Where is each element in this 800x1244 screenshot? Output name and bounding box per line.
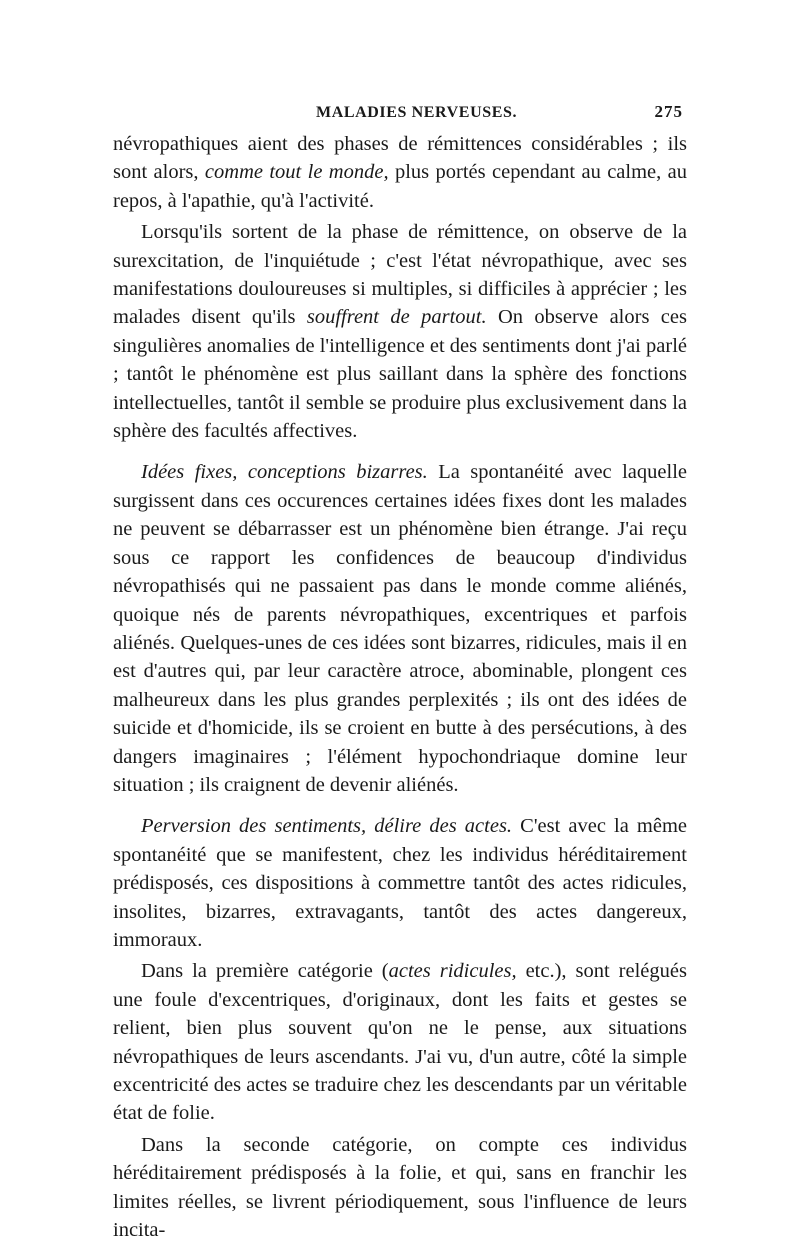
text-run: Lorsqu'ils sortent de la phase de rémittence, on observe de la surexcitation, de l'inquiétude ; c'est l'état névropathique, avec ses manifestations douloureuses si multiples, si difficiles à apprécier ; les malades disent qu'ils [113,221,687,329]
text-run: plus portés cependant au calme, au repos, à l'apathie, qu'à l'activité. [113,161,688,212]
paragraph [113,1131,687,1244]
text-run: On observe alors ces singulières anomalies de l'intelligence et des sentiments dont j'ai parlé ; tantôt le phénomène est plus saillant dans la sphère des fonctions intellectuelles, tantôt il semble se produire plus exclusivement dans la sphère des facultés affectives. [113,306,687,443]
paragraph [113,812,687,954]
italic-run: Idées fixes, conceptions bizarres. [141,461,428,484]
italic-run: comme tout le monde, [204,161,389,184]
running-head [113,92,687,130]
text-run: La spontanéité avec laquelle surgissent dans ces occurences certaines idées fixes dont les malades ne peuvent se débarrasser est un phénomène bien étrange. J'ai reçu sous ce rapport les confidences de beaucoup d'individus névropathisés qui ne passaient pas dans le monde comme aliénés, quoique nés de parents névropathiques, excentriques et parfois aliénés. Quelques-unes de ces idées sont bizarres, ridicules, mais il en est d'autres qui, par leur caractère atroce, abominable, plongent ces malheureux dans les plus grandes perplexités ; ils ont des idées de suicide et d'homicide, ils se croient en butte à des persécutions, à des dangers imaginaires ; l'élément hypochondriaque domine leur situation ; ils craignent de devenir aliénés. [113,461,687,796]
paragraph [113,218,687,445]
text-run: etc.), sont relégués une foule d'excentriques, d'originaux, dont les faits et gestes se relient, bien plus souvent qu'on ne le pense, aux situations névropathiques de leurs ascendants. J'ai vu, d'un autre, côté la simple excentricité des actes se traduire chez les descendants par un véritable état de folie. [113,960,687,1125]
paragraph [113,458,687,799]
text-run: C'est avec la même spontanéité que se manifestent, chez les individus héréditairement prédisposés, ces dispositions à commettre tantôt des actes ridicules, insolites, bizarres, extravagants, tantôt des actes dangereux, immoraux. [113,815,687,951]
text-run: Dans la seconde catégorie, on compte ces individus héréditairement prédisposés à la folie, et qui, sans en franchir les limites réelles, se livrent périodiquement, sous l'influence de leurs incita- [113,1133,687,1242]
page-number: 275 [654,102,683,121]
book-page [113,92,688,1242]
body-text [113,130,687,1244]
paragraph [113,130,687,215]
italic-run: actes ridicules, [388,960,517,983]
italic-run: souffrent de partout. [306,306,487,329]
text-run: névropathiques aient des phases de rémittences considérables ; ils sont alors, [113,133,687,184]
running-title: MALADIES NERVEUSES. [316,104,518,121]
italic-run: Perversion des sentiments, délire des actes. [141,815,513,838]
text-run: Dans la première catégorie ( [141,960,389,983]
paragraph [113,957,687,1127]
